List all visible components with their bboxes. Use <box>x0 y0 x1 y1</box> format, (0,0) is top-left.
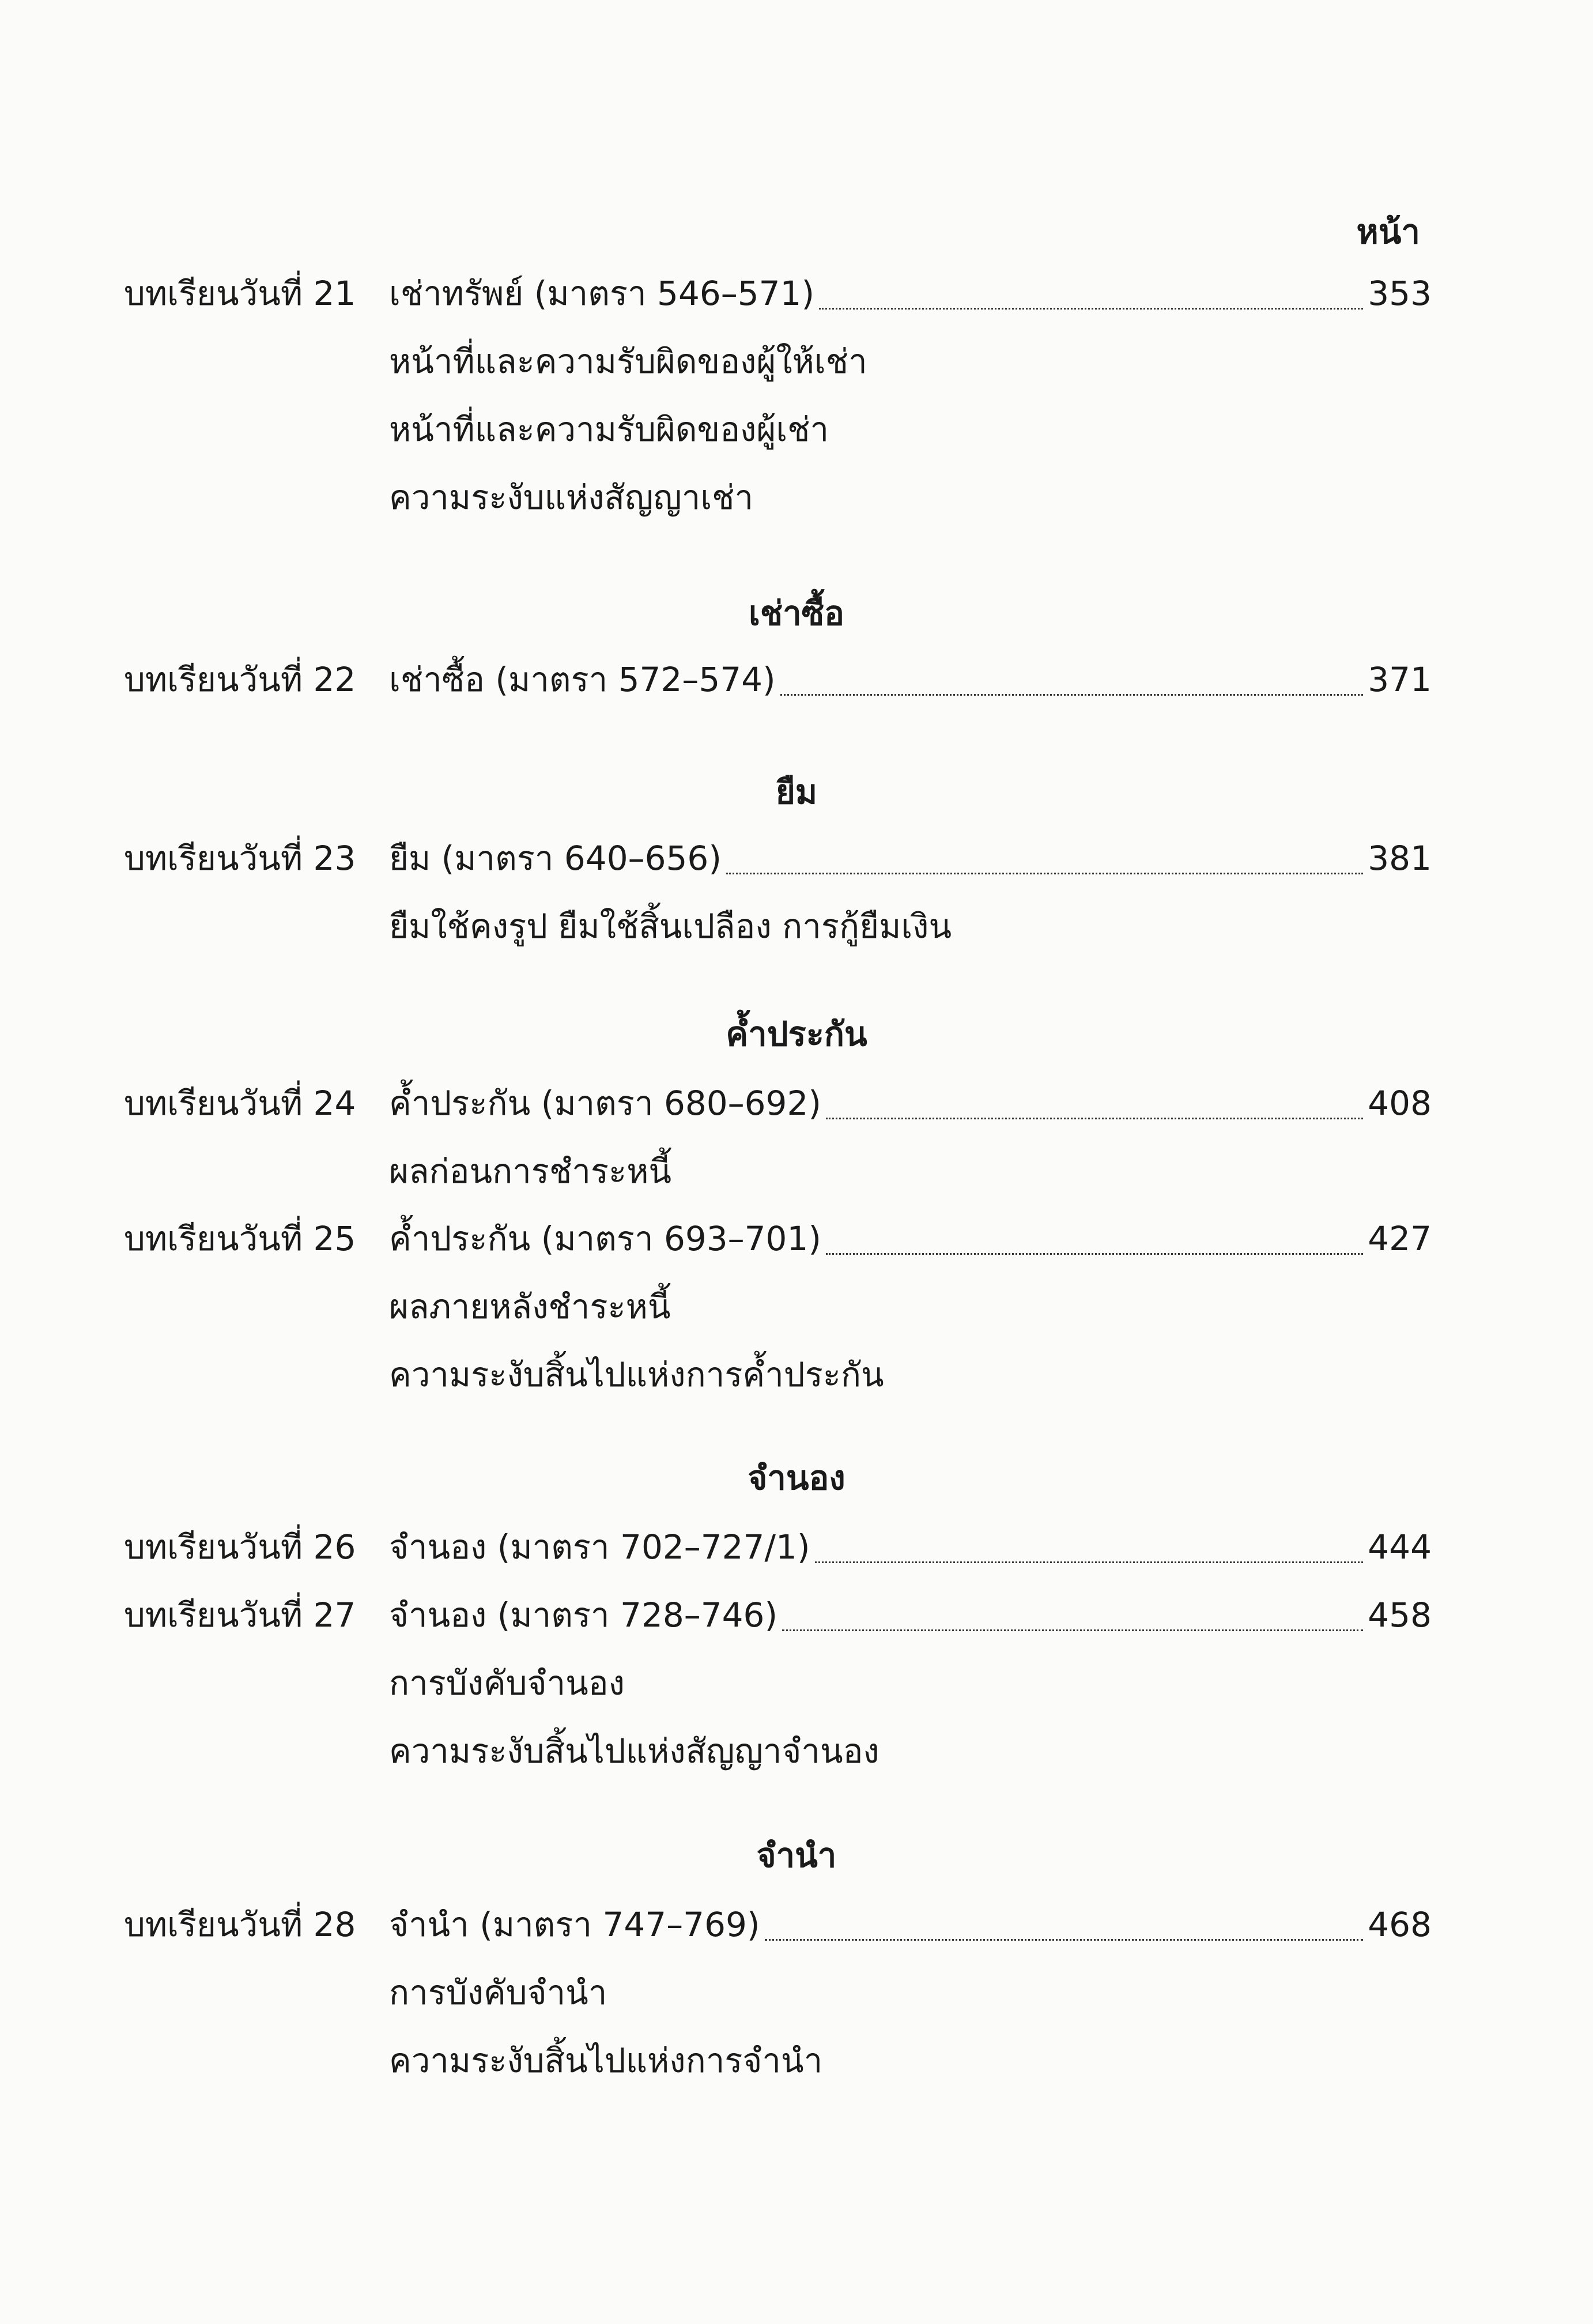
dot-leader <box>782 1629 1363 1631</box>
lesson-label: บทเรียนวันที่ 22 <box>124 660 356 699</box>
page-number: 353 <box>1368 274 1432 313</box>
lesson-title: ค้ำประกัน (มาตรา 693–701) <box>389 1219 821 1258</box>
subtopic: ความระงับสิ้นไปแห่งสัญญาจำนอง <box>389 1731 879 1771</box>
subtopic: การบังคับจำนอง <box>389 1663 625 1703</box>
page-number: 468 <box>1368 1905 1432 1944</box>
subtopic: การบังคับจำนำ <box>389 1973 607 2012</box>
subtopic: หน้าที่และความรับผิดของผู้ให้เช่า <box>389 342 867 381</box>
subtopic: ผลภายหลังชำระหนี้ <box>389 1287 671 1326</box>
page-number: 427 <box>1368 1219 1432 1258</box>
toc-entry-lesson-24 <box>124 1069 1432 1205</box>
page-number: 381 <box>1368 839 1432 878</box>
subtopic: ยืมใช้คงรูป ยืมใช้สิ้นเปลือง การกู้ยืมเงิน <box>389 907 952 946</box>
page-number: 458 <box>1368 1595 1432 1635</box>
dot-leader <box>826 1253 1363 1255</box>
page-number: 371 <box>1368 660 1432 699</box>
lesson-title: ค้ำประกัน (มาตรา 680–692) <box>389 1084 821 1123</box>
toc-entry-lesson-27 <box>124 1581 1432 1785</box>
dot-leader <box>815 1561 1364 1563</box>
subtopic: ความระงับสิ้นไปแห่งการค้ำประกัน <box>389 1355 884 1394</box>
lesson-title: ยืม (มาตรา 640–656) <box>389 839 722 878</box>
lesson-label: บทเรียนวันที่ 23 <box>124 839 356 878</box>
toc-entry-lesson-26 <box>124 1513 1432 1581</box>
page-number: 444 <box>1368 1527 1432 1567</box>
lesson-label: บทเรียนวันที่ 25 <box>124 1219 356 1258</box>
lesson-title: เช่าทรัพย์ (มาตรา 546–571) <box>389 274 815 313</box>
lesson-title: จำนอง (มาตรา 728–746) <box>389 1595 778 1635</box>
subtopic: ความระงับแห่งสัญญาเช่า <box>389 478 754 517</box>
lesson-label: บทเรียนวันที่ 27 <box>124 1595 356 1635</box>
section-heading-loan: ยืม <box>775 772 818 812</box>
toc-entry-lesson-21 <box>124 259 1432 531</box>
dot-leader <box>765 1939 1364 1941</box>
toc-entry-lesson-25 <box>124 1205 1432 1409</box>
lesson-label: บทเรียนวันที่ 24 <box>124 1084 356 1123</box>
dot-leader <box>826 1118 1363 1119</box>
toc-entry-lesson-22 <box>124 646 1432 714</box>
page-column-header: หน้า <box>1356 212 1420 251</box>
subtopic: หน้าที่และความรับผิดของผู้เช่า <box>389 410 829 449</box>
dot-leader <box>819 308 1363 310</box>
dot-leader <box>726 873 1363 874</box>
section-heading-hire-purchase: เช่าซื้อ <box>749 594 844 633</box>
lesson-title: เช่าซื้อ (มาตรา 572–574) <box>389 660 776 699</box>
subtopic: ความระงับสิ้นไปแห่งการจำนำ <box>389 2041 823 2080</box>
lesson-label: บทเรียนวันที่ 26 <box>124 1527 356 1567</box>
toc-entry-lesson-28 <box>124 1891 1432 2095</box>
section-heading-mortgage: จำนอง <box>748 1458 845 1497</box>
page-number: 408 <box>1368 1084 1432 1123</box>
toc-entry-lesson-23 <box>124 824 1432 960</box>
lesson-title: จำนอง (มาตรา 702–727/1) <box>389 1527 810 1567</box>
lesson-title: จำนำ (มาตรา 747–769) <box>389 1905 760 1944</box>
lesson-label: บทเรียนวันที่ 21 <box>124 274 356 313</box>
dot-leader <box>780 694 1364 696</box>
lesson-label: บทเรียนวันที่ 28 <box>124 1905 356 1944</box>
subtopic: ผลก่อนการชำระหนี้ <box>389 1152 672 1191</box>
section-heading-pledge: จำนำ <box>756 1836 837 1875</box>
section-heading-guarantee: ค้ำประกัน <box>726 1014 867 1054</box>
